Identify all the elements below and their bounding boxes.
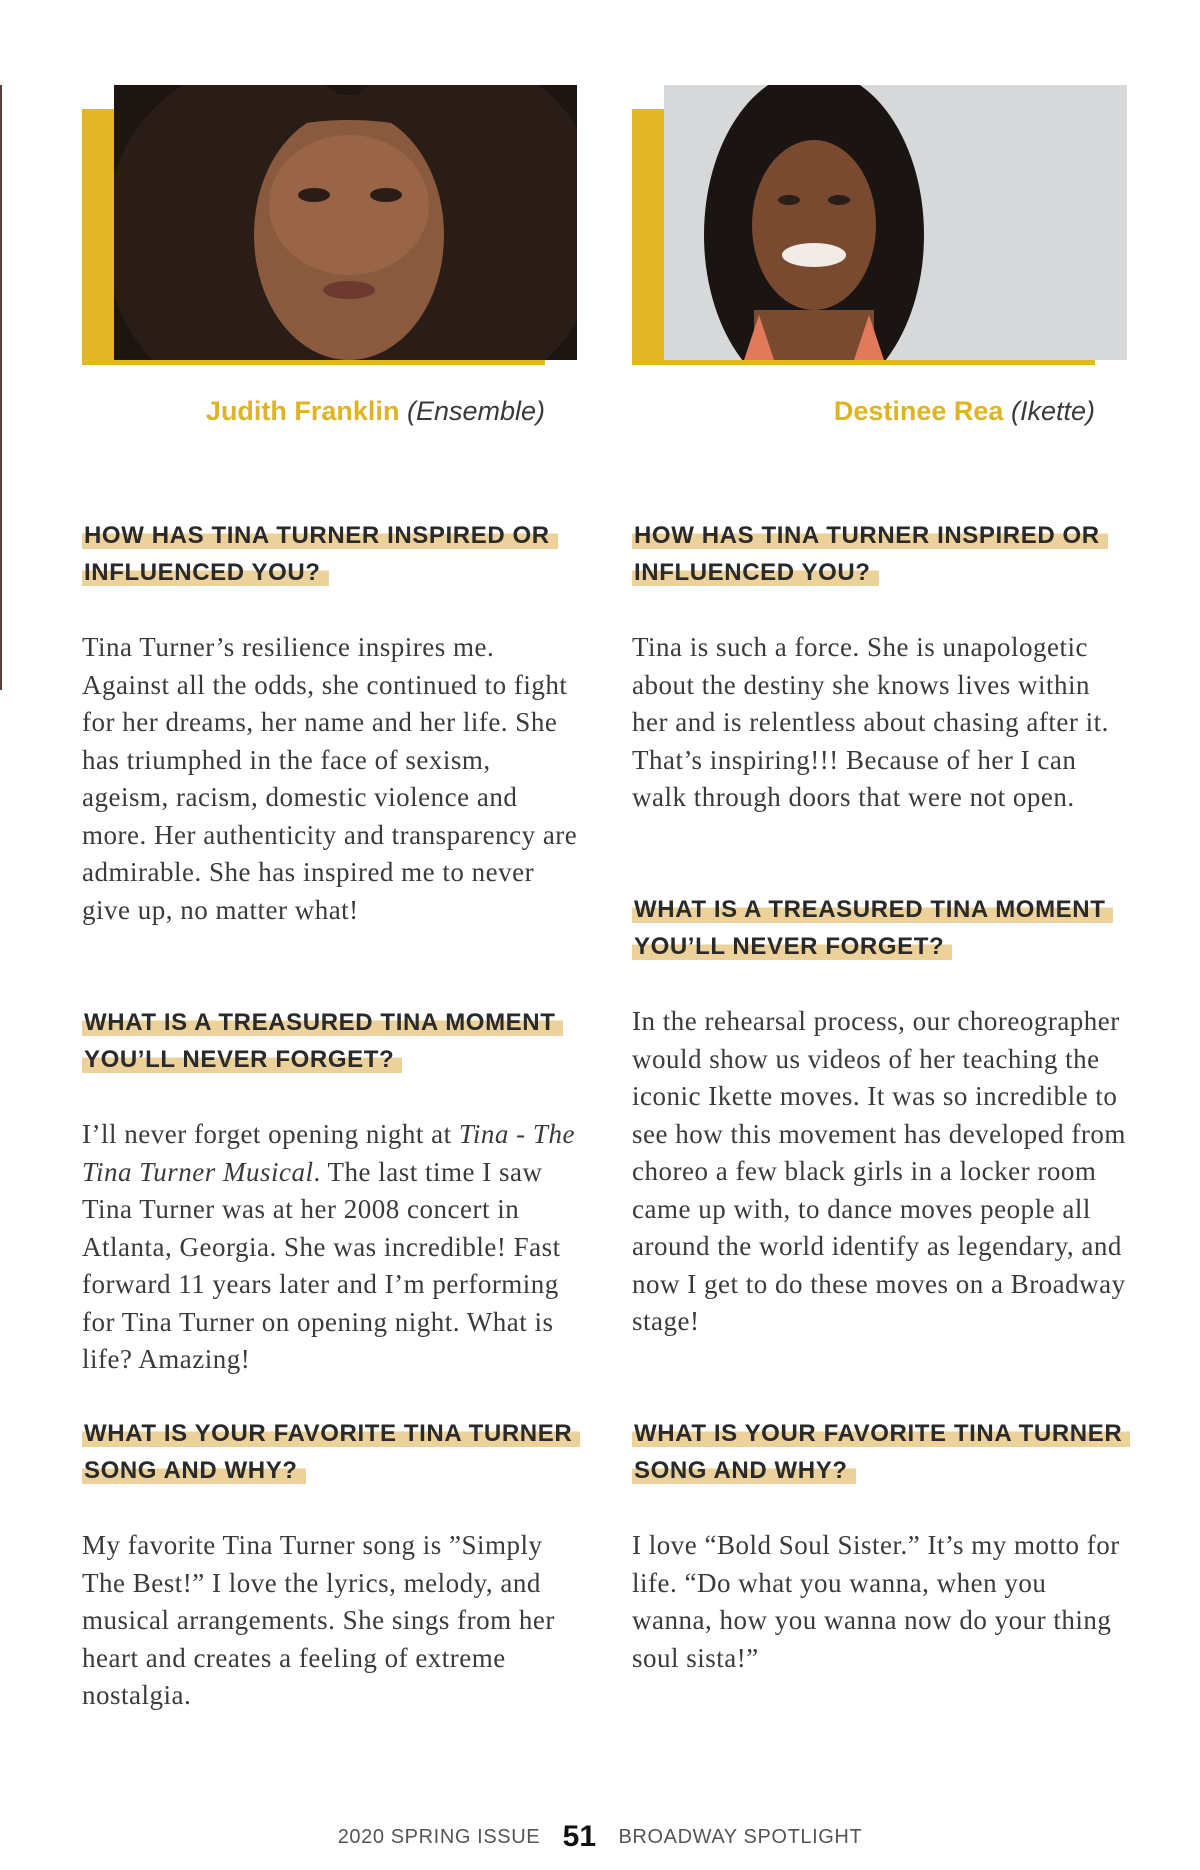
question-heading: HOW HAS TINA TURNER INSPIRED OR INFLUENCED YOU?: [632, 517, 1132, 591]
page-footer: [0, 1820, 1200, 1854]
headshot-frame: [632, 85, 1132, 385]
qa-block-judith-3: [82, 1415, 582, 1715]
person-role: (Ensemble): [406, 396, 545, 426]
qa-block-judith-1: [82, 517, 582, 929]
question-heading: WHAT IS YOUR FAVORITE TINA TURNER SONG AND WHY?: [632, 1415, 1132, 1489]
question-heading: WHAT IS A TREASURED TINA MOMENT YOU’LL NEVER FORGET?: [82, 1004, 582, 1078]
qa-block-destinee-2: [632, 891, 1132, 1341]
issue-label: 2020 SPRING ISSUE: [337, 1825, 541, 1848]
person-name: Destinee Rea: [833, 396, 1004, 426]
caption-destinee: [632, 396, 1095, 427]
answer-text: In the rehearsal process, our choreographer would show us videos of her teaching the iconic Ikette moves. It was so incredible to see how this movement has developed from choreo a few black girls in a locker room came up with, to dance moves people all around the world identify as legendary, and now I get to do these moves on a Broadway stage!: [632, 1006, 1126, 1336]
page-number: 51: [562, 1820, 597, 1853]
answer-text: I’ll never forget opening night at Tina - The Tina Turner Musical. The last time I saw Tina Turner was at her 2008 concert in Atlanta, Georgia. She was incredible! Fast forward 11 years later and I’m performing for Tina Turner on opening night. What is life? Amazing!: [82, 1119, 575, 1374]
show-title: Tina - The Tina Turner Musical: [82, 1119, 575, 1187]
headshot-frame: [82, 85, 582, 385]
person-name: Judith Franklin: [205, 396, 400, 426]
page-edge-divider: [0, 85, 2, 690]
qa-block-judith-2: [82, 1004, 582, 1379]
question-heading: WHAT IS A TREASURED TINA MOMENT YOU’LL NEVER FORGET?: [632, 891, 1132, 965]
caption-judith: [82, 396, 545, 427]
question-heading: HOW HAS TINA TURNER INSPIRED OR INFLUENCED YOU?: [82, 517, 582, 591]
qa-block-destinee-3: [632, 1415, 1132, 1677]
headshot-photo-judith: [114, 85, 577, 360]
magazine-name: BROADWAY SPOTLIGHT: [618, 1825, 863, 1848]
answer-text: I love “Bold Soul Sister.” It’s my motto for life. “Do what you wanna, when you wanna, how you wanna now do your thing soul sista!”: [632, 1530, 1120, 1673]
headshot-photo-destinee: [664, 85, 1127, 360]
answer-text: Tina is such a force. She is unapologetic about the destiny she knows lives within her and is relentless about chasing after it. That’s inspiring!!! Because of her I can walk through doors that were not open.: [632, 632, 1109, 812]
qa-block-destinee-1: [632, 517, 1132, 817]
profile-destinee-rea: [632, 85, 1132, 385]
profile-judith-franklin: [82, 85, 582, 385]
answer-text: Tina Turner’s resilience inspires me. Against all the odds, she continued to fight for her dreams, her name and her life. She has triumphed in the face of sexism, ageism, racism, domestic violence and more. Her authenticity and transparency are admirable. She has inspired me to never give up, no matter what!: [82, 632, 578, 925]
person-role: (Ikette): [1010, 396, 1095, 426]
answer-text: My favorite Tina Turner song is ”Simply The Best!” I love the lyrics, melody, and musical arrangements. She sings from her heart and creates a feeling of extreme nostalgia.: [82, 1530, 555, 1710]
question-heading: WHAT IS YOUR FAVORITE TINA TURNER SONG AND WHY?: [82, 1415, 582, 1489]
